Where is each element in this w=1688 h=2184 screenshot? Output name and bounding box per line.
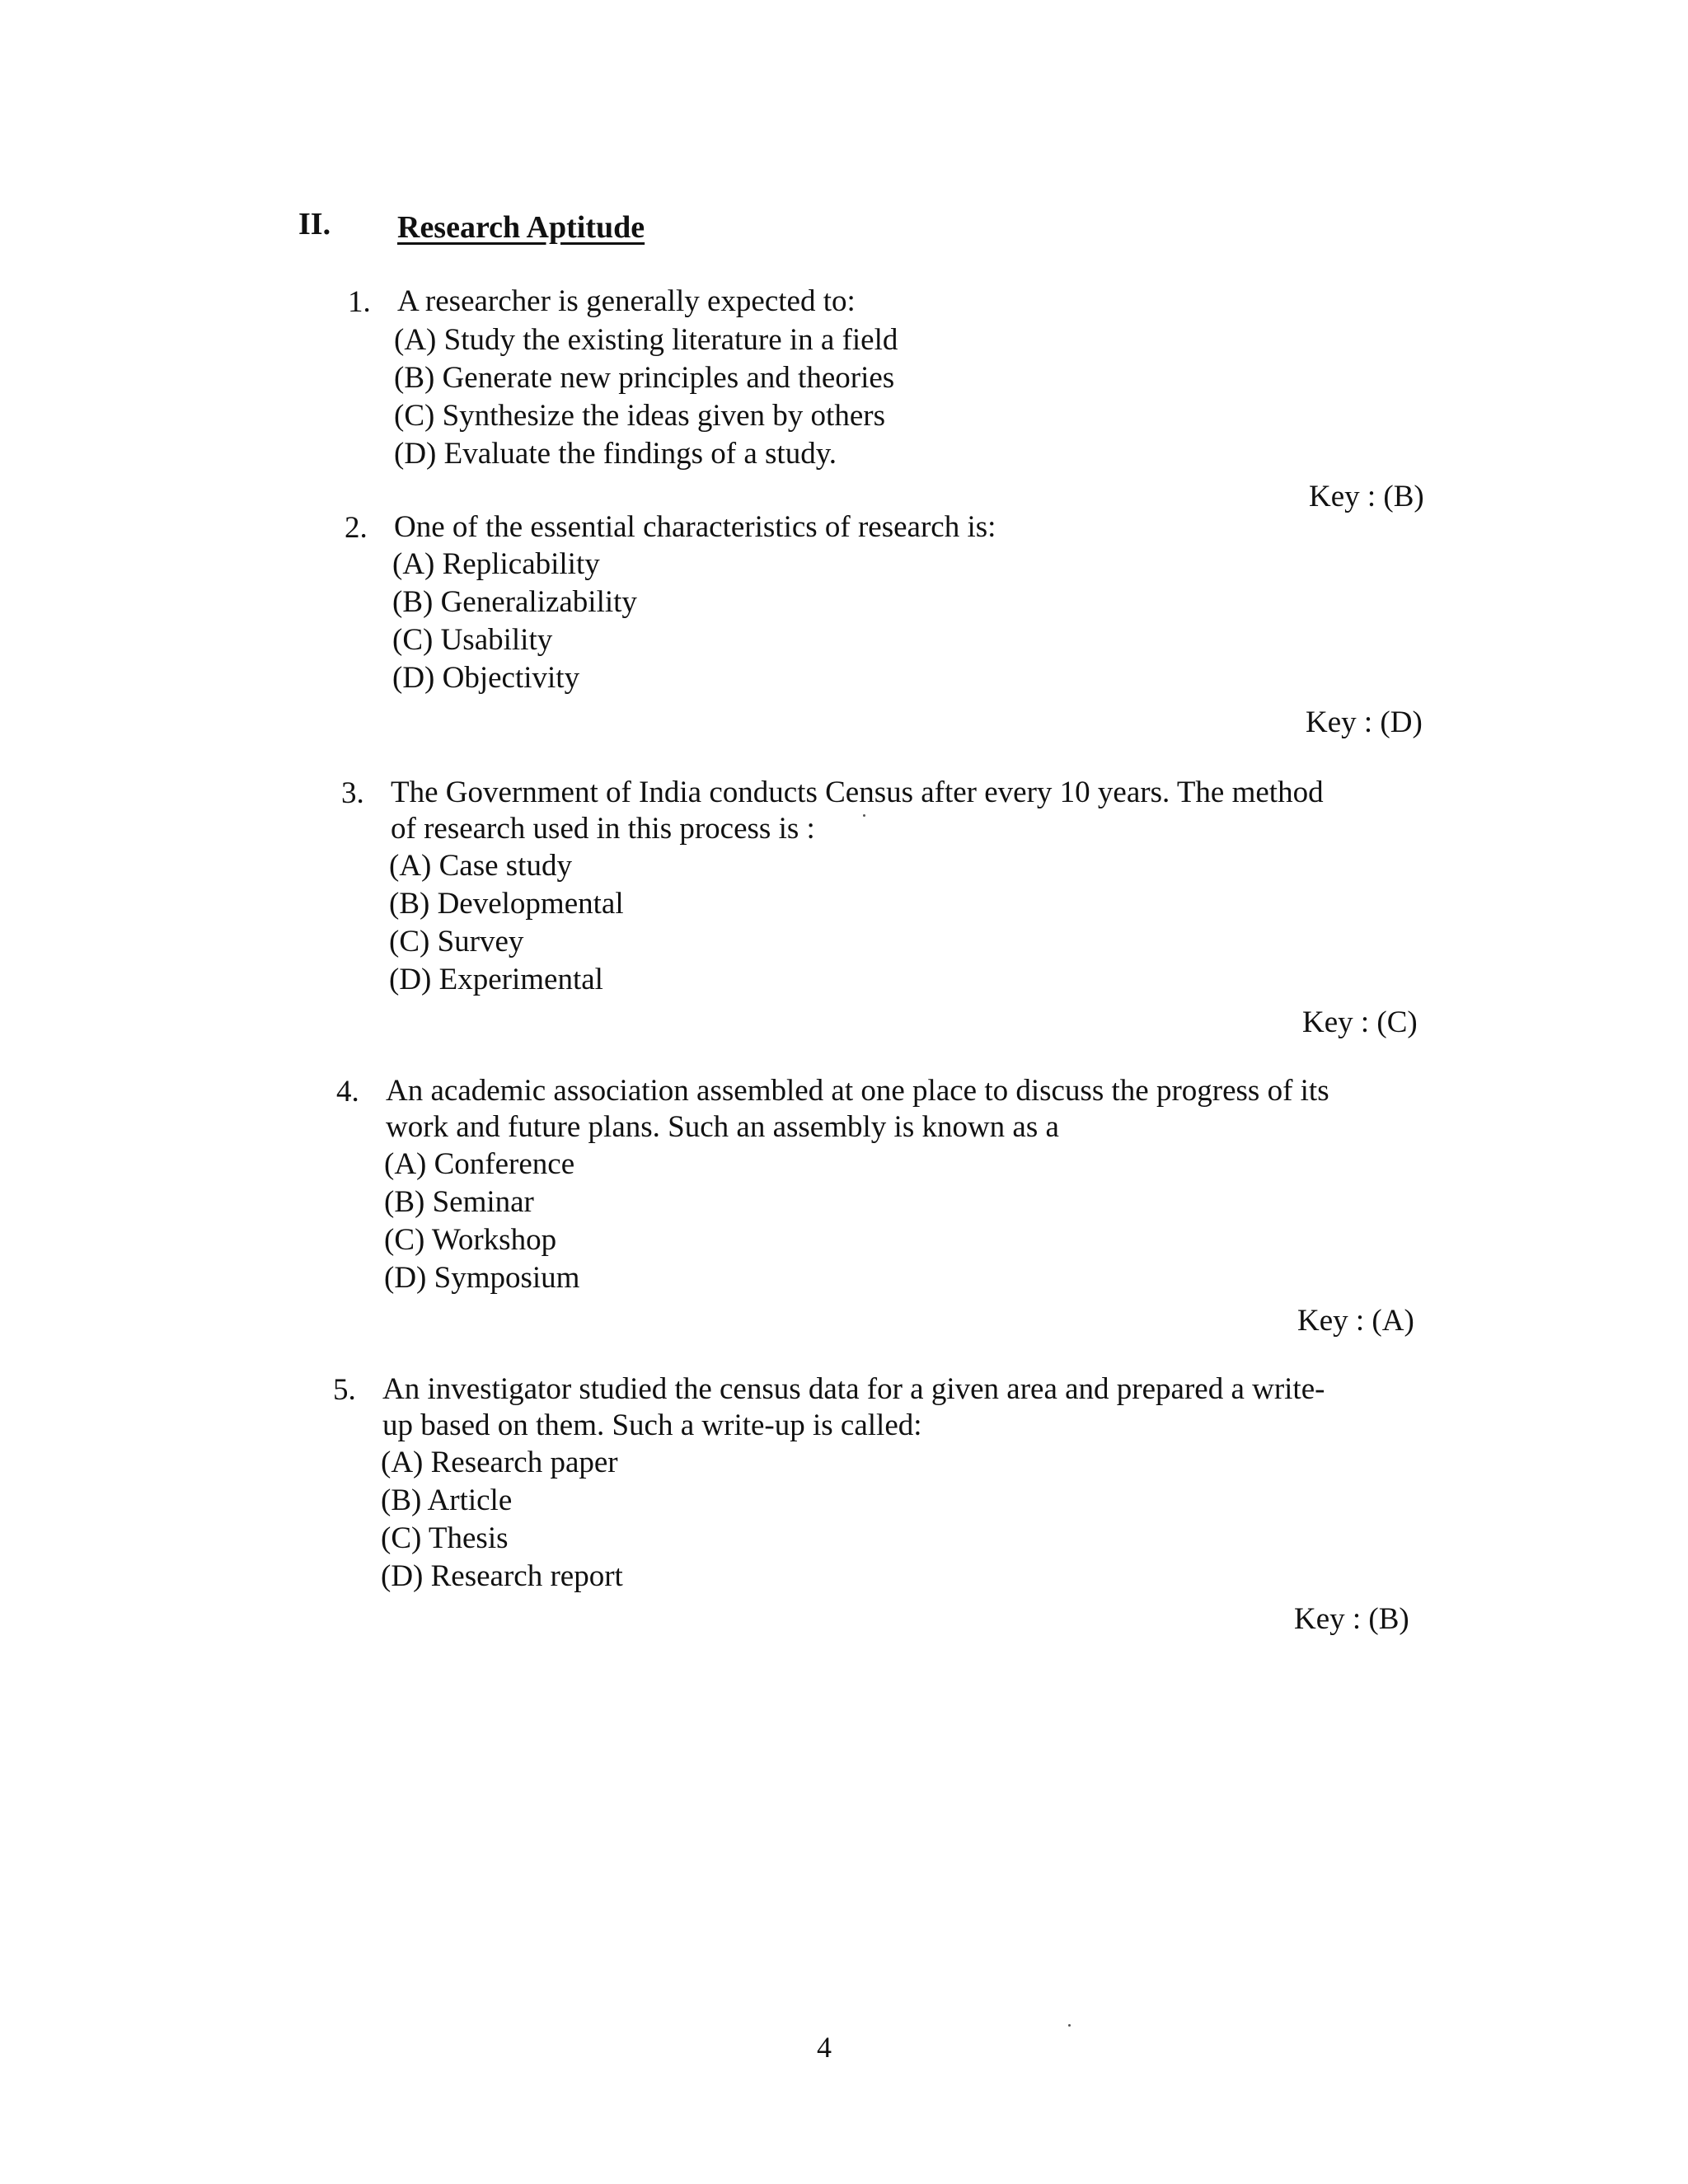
option-a: (A) Study the existing literature in a field (394, 323, 898, 357)
section-number: II. (298, 207, 331, 241)
question-text-line-2: of research used in this process is : (391, 812, 815, 846)
option-d: (D) Symposium (384, 1261, 580, 1295)
option-b: (B) Developmental (389, 887, 624, 921)
question-number: 2. (345, 511, 368, 545)
option-c: (C) Synthesize the ideas given by others (394, 399, 885, 433)
question-number: 3. (341, 776, 364, 810)
option-d: (D) Evaluate the findings of a study. (394, 437, 837, 471)
question-text-line-1: An academic association assembled at one place to discuss the progress of its (386, 1074, 1329, 1108)
option-d: (D) Research report (381, 1559, 623, 1593)
option-c: (C) Usability (392, 623, 553, 657)
question-number: 1. (348, 285, 371, 319)
answer-key: Key : (A) (1297, 1304, 1414, 1338)
answer-key: Key : (B) (1309, 480, 1424, 513)
question-text-line-1: An investigator studied the census data for a given area and prepared a write- (382, 1372, 1325, 1406)
option-a: (A) Case study (389, 849, 572, 883)
question-text: A researcher is generally expected to: (397, 284, 856, 318)
option-b: (B) Generate new principles and theories (394, 361, 895, 395)
option-d: (D) Experimental (389, 963, 603, 996)
option-a: (A) Replicability (392, 547, 600, 581)
page-number: 4 (817, 2031, 832, 2064)
question-text-line-2: work and future plans. Such an assembly is known as a (386, 1110, 1059, 1144)
answer-key: Key : (D) (1306, 705, 1423, 739)
question-number: 4. (336, 1075, 359, 1108)
answer-key: Key : (B) (1294, 1602, 1409, 1636)
question-text: One of the essential characteristics of research is: (394, 510, 996, 544)
option-b: (B) Seminar (384, 1185, 534, 1219)
option-c: (C) Thesis (381, 1521, 509, 1555)
option-c: (C) Survey (389, 925, 524, 958)
section-title: Research Aptitude (397, 210, 645, 245)
scan-speck (863, 814, 865, 817)
option-b: (B) Article (381, 1483, 513, 1517)
option-a: (A) Research paper (381, 1446, 618, 1479)
question-text-line-2: up based on them. Such a write-up is called: (382, 1408, 922, 1442)
option-c: (C) Workshop (384, 1223, 557, 1257)
option-b: (B) Generalizability (392, 585, 637, 619)
question-text-line-1: The Government of India conducts Census after every 10 years. The method (391, 776, 1324, 809)
answer-key: Key : (C) (1302, 1005, 1418, 1039)
scan-speck (1068, 2024, 1071, 2027)
option-a: (A) Conference (384, 1147, 575, 1181)
question-number: 5. (333, 1373, 356, 1407)
option-d: (D) Objectivity (392, 661, 580, 695)
